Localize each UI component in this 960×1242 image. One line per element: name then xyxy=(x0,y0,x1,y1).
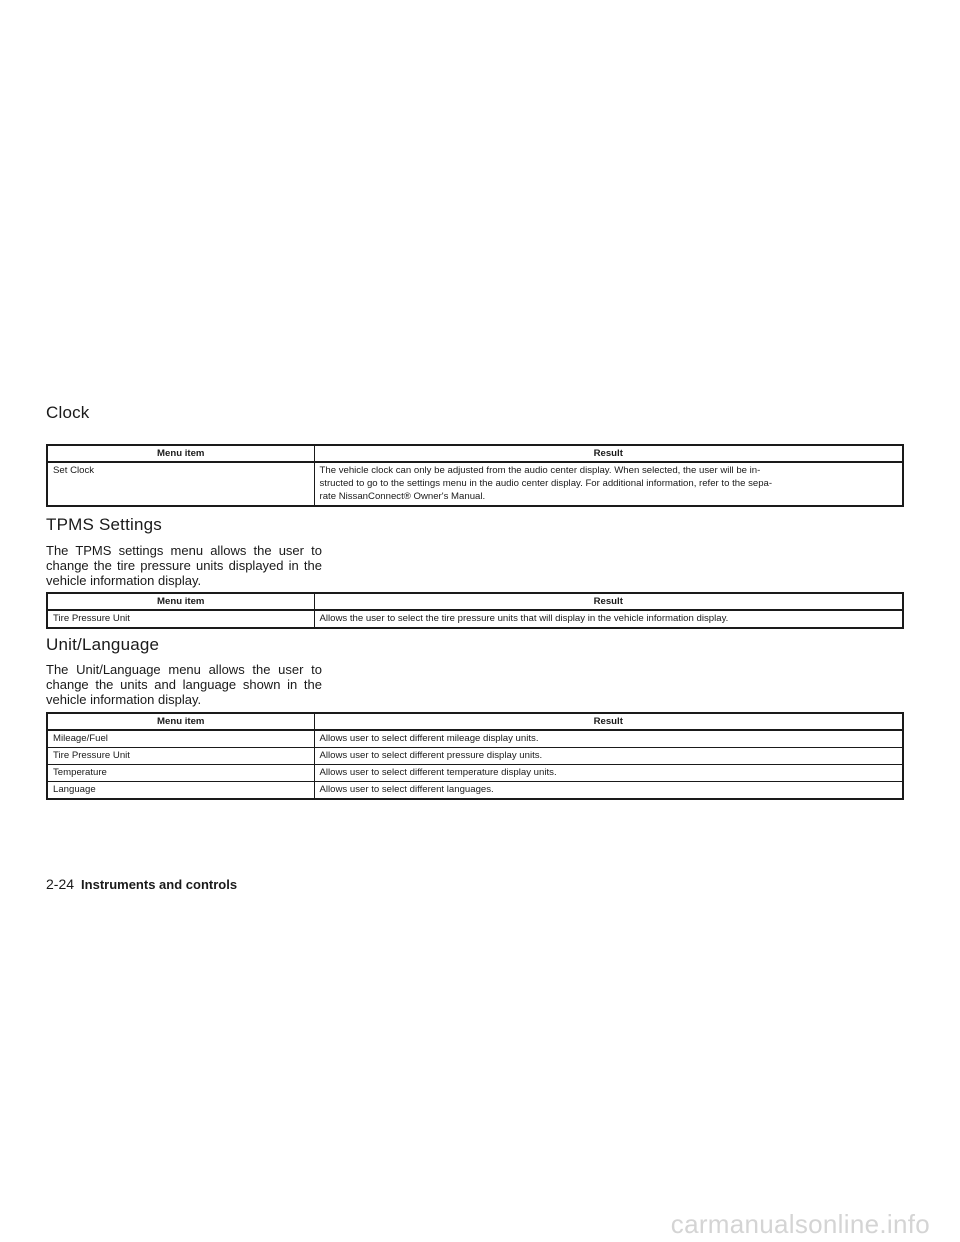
result-cell: Allows user to select different pressure display units. xyxy=(314,748,903,765)
table-row xyxy=(47,462,903,506)
table-header-row xyxy=(47,713,903,730)
column-header-result: Result xyxy=(314,713,903,730)
result-cell xyxy=(314,462,903,506)
tpms-table xyxy=(46,592,904,629)
clock-heading: Clock xyxy=(46,403,90,422)
page-footer xyxy=(46,876,237,892)
tpms-settings-heading: TPMS Settings xyxy=(46,515,162,534)
table-header-row xyxy=(47,445,903,462)
column-header-menu-item: Menu item xyxy=(47,445,314,462)
column-header-result: Result xyxy=(314,593,903,610)
section-title: Instruments and controls xyxy=(81,877,238,892)
column-header-menu-item: Menu item xyxy=(47,593,314,610)
table-header-row xyxy=(47,593,903,610)
tpms-intro-paragraph: The TPMS settings menu allows the user to change the tire pressure units displayed in the vehicle information display. xyxy=(46,543,322,588)
result-cell: Allows user to select different temperature display units. xyxy=(314,765,903,782)
result-line: rate NissanConnect® Owner's Manual. xyxy=(319,491,486,502)
menu-item-cell: Tire Pressure Unit xyxy=(47,748,314,765)
result-line: The vehicle clock can only be adjusted from the audio center display. When selected, the user will be in- xyxy=(319,465,761,476)
clock-table xyxy=(46,444,904,507)
table-row xyxy=(47,782,903,800)
result-cell: Allows the user to select the tire pressure units that will display in the vehicle information display. xyxy=(314,610,903,628)
unit-language-heading: Unit/Language xyxy=(46,635,160,654)
table-row xyxy=(47,765,903,782)
watermark-text: carmanualsonline.info xyxy=(670,1209,930,1239)
unit-language-intro-paragraph: The Unit/Language menu allows the user to change the units and language shown in the vehicle information display. xyxy=(46,662,322,707)
table-row xyxy=(47,748,903,765)
column-header-menu-item: Menu item xyxy=(47,713,314,730)
unit-language-table xyxy=(46,712,904,800)
result-cell: Allows user to select different languages. xyxy=(314,782,903,800)
page-number: 2-24 xyxy=(46,876,75,892)
column-header-result: Result xyxy=(314,445,903,462)
table-row xyxy=(47,610,903,628)
menu-item-cell: Language xyxy=(47,782,314,800)
menu-item-cell: Set Clock xyxy=(47,462,314,506)
menu-item-cell: Tire Pressure Unit xyxy=(47,610,314,628)
result-cell: Allows user to select different mileage display units. xyxy=(314,730,903,748)
result-line: structed to go to the settings menu in the audio center display. For additional information, refer to the sepa- xyxy=(319,478,773,489)
table-row xyxy=(47,730,903,748)
menu-item-cell: Temperature xyxy=(47,765,314,782)
menu-item-cell: Mileage/Fuel xyxy=(47,730,314,748)
